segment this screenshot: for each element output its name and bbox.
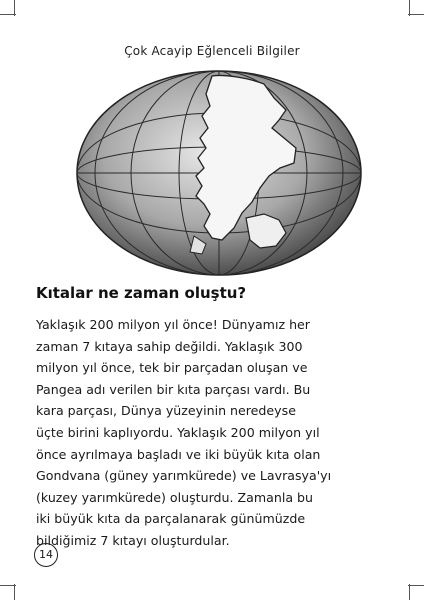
crop-mark-bottom-right [409, 584, 410, 600]
crop-mark-top-right-h [408, 14, 424, 15]
paragraph-line: Gondvana (güney yarımkürede) ve Lavrasya'yı [36, 468, 332, 484]
paragraph-line: kara parçası, Dünya yüzeyinin neredeyse [36, 403, 296, 419]
book-header-title: Çok Acayip Eğlenceli Bilgiler [124, 44, 300, 58]
paragraph-line: üçte birini kaplıyordu. Yaklaşık 200 milyon yıl [36, 424, 320, 440]
paragraph-line: (kuzey yarımkürede) oluşturdu. Zamanla bu [36, 489, 314, 505]
page-number: 14 [34, 543, 58, 567]
paragraph-line: zaman 7 kıtaya sahip değildi. Yaklaşık 300 [36, 338, 303, 354]
paragraph-line: bildiğimiz 7 kıtayı oluşturdular. [36, 532, 230, 548]
pangea-globe-illustration [74, 68, 364, 278]
section-heading: Kıtalar ne zaman oluştu? [36, 284, 247, 302]
crop-mark-bottom-right-h [408, 585, 424, 586]
body-paragraph [36, 314, 386, 552]
crop-mark-top-left-h [0, 14, 16, 15]
crop-mark-bottom-left [14, 584, 15, 600]
paragraph-line: Yaklaşık 200 milyon yıl önce! Dünyamız her [36, 317, 310, 332]
paragraph-line: milyon yıl önce, tek bir parçadan oluşan ve [36, 360, 308, 376]
paragraph-line: Pangea adı verilen bir kıta parçası vardı. Bu [36, 381, 311, 397]
crop-mark-bottom-left-h [0, 585, 16, 586]
paragraph-line: iki büyük kıta da parçalanarak günümüzde [36, 511, 306, 527]
paragraph-line: önce ayrılmaya başladı ve iki büyük kıta olan [36, 446, 321, 462]
